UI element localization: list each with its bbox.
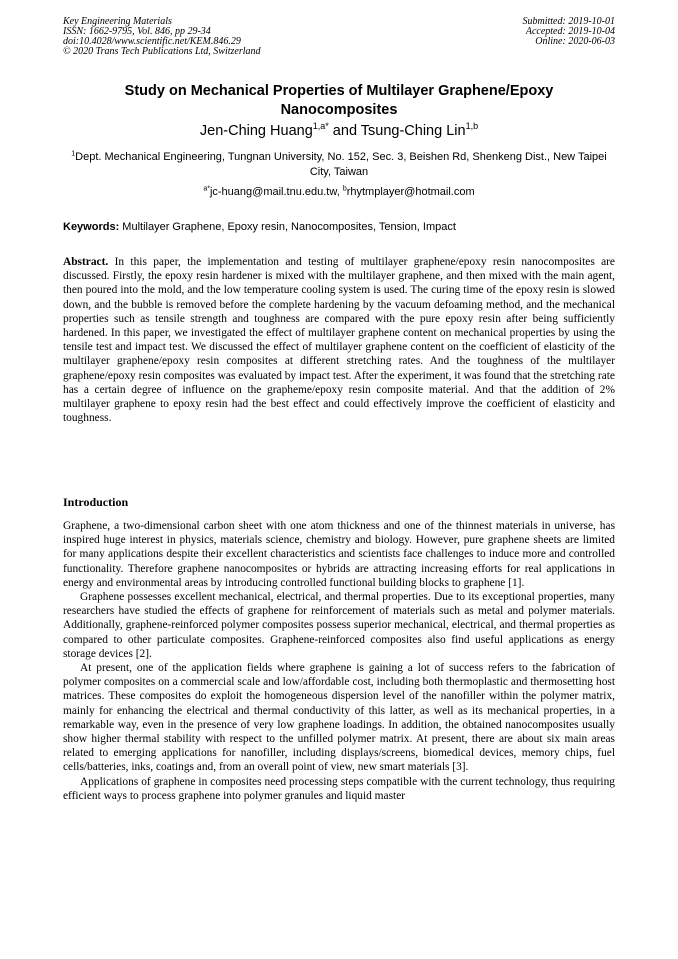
abstract-text: In this paper, the implementation and testing of multilayer graphene/epoxy resin nanocomposites are discussed. Firstly, the epoxy resin hardener is mixed with the multilayer graphene, and then mixed with the main agent, then poured into the mold, and the low temperature cooling system is used. The curing time of the epoxy resin is slowed down, and the bubble is removed before the complete hardening by the vacuum defoaming method, and the mechanical properties such as tensile strength and toughness are compared with the pure epoxy resin after being sufficiently hardened. In this paper, we investigated the effect of multilayer graphene content on mechanical properties by using the tensile test and impact test. We discussed the effect of multilayer graphene content on the coefficient of elasticity of the multilayer graphene/epoxy resin composites at different stretching rates. And the toughness of the multilayer graphene/epoxy resin composites was evaluated by impact test. After the experiment, it was found that the stretching rate has a certain degree of influence on the grapheme/epoxy resin composite material. And that the addition of 2% multilayer graphene to epoxy resin had the best effect and could effectively improve the coefficient of elasticity and toughness. <box>63 256 615 425</box>
introduction-body <box>63 519 615 803</box>
email-marker: b <box>342 185 347 193</box>
issn-line: ISSN: 1662-9795, Vol. 846, pp 29-34 <box>63 26 211 37</box>
affiliation <box>63 150 615 180</box>
section-heading-introduction: Introduction <box>63 495 129 509</box>
author-affil-marker: 1,b <box>465 121 479 132</box>
author-conjunction: and <box>328 123 361 139</box>
paper-title: Study on Mechanical Properties of Multilayer Graphene/Epoxy Nanocomposites <box>124 83 554 118</box>
accepted-date: Accepted: 2019-10-04 <box>525 26 615 37</box>
email-link[interactable]: rhytmplayer@hotmail.com <box>346 186 475 198</box>
paragraph: At present, one of the application fields where graphene is gaining a lot of success refers to the fabrication of polymer composites on a commercial scale and low/affordable cost, including both thermoplastic and thermosetting host matrices. These composites do exploit the homogeneous dispersion level of the nanofiller within the polymer matrix, mainly for enhancing the electrical and thermal conductivity of this latter, as well as its mechanical properties, in a remarkable way, even in the presence of very low graphene loadings. In addition, the obtained nanocomposites usually show higher thermal stability with respect to the unfilled polymer matrix. At present, there are about six main areas related to emerging applications for nanofiller, including displays/screens, biomedical devices, memory chips, fuel cells/batteries, inks, coatings and, from an overall point of view, new smart materials [3]. <box>63 662 615 774</box>
email-link[interactable]: jc-huang@mail.tnu.edu.tw, <box>209 186 343 198</box>
author-affil-marker: 1,a* <box>312 121 329 132</box>
paragraph: Graphene, a two-dimensional carbon sheet with one atom thickness and one of the thinnest materials in universe, has inspired huge interest in physics, materials science, chemistry and biology. However, pure graphene sheets are limited for many applications despite their excellent characteristics and scientists face challenges to induce more and controlled functionality. Therefore graphene nanocomposites or hybrids are attracting increasing efforts for real applications in energy and environmental areas by introducing controlled functional building blocks to graphene [1]. <box>63 520 615 589</box>
copyright-line: © 2020 Trans Tech Publications Ltd, Switzerland <box>63 46 261 57</box>
journal-header <box>63 17 615 57</box>
email-marker: a* <box>203 185 210 193</box>
author-emails <box>63 185 615 200</box>
paragraph: Graphene possesses excellent mechanical, electrical, and thermal properties. Due to its exceptional properties, many researchers have studied the effects of graphene for reinforcement of materials such as metal and polymer materials. Additionally, graphene-reinforced polymer composites possess superior mechanical, electrical, and thermal properties as compared to other particulate composites. Graphene-reinforced composites also find useful applications as energy storage devices [2]. <box>63 591 615 660</box>
online-date: Online: 2020-06-03 <box>535 36 615 47</box>
author-name: Tsung-Ching Lin <box>360 123 466 139</box>
paragraph: Applications of graphene in composites need processing steps compatible with the current technology, thus requiring efficient ways to process graphene into polymer granules and liquid master <box>63 775 615 802</box>
keywords-label: Keywords: <box>63 221 120 233</box>
keywords <box>63 220 615 235</box>
affiliation-text: Dept. Mechanical Engineering, Tungnan University, No. 152, Sec. 3, Beishen Rd, Shenkeng Dist., New Taipei City, Taiwan <box>75 151 607 178</box>
author-name: Jen-Ching Huang <box>199 123 313 139</box>
doi-line: doi:10.4028/www.scientific.net/KEM.846.29 <box>63 36 241 47</box>
submitted-date: Submitted: 2019-10-01 <box>522 16 615 27</box>
journal-name: Key Engineering Materials <box>63 16 172 27</box>
abstract <box>63 255 615 425</box>
keywords-text: Multilayer Graphene, Epoxy resin, Nanocomposites, Tension, Impact <box>119 221 456 233</box>
affiliation-marker: 1 <box>71 150 76 158</box>
author-list <box>63 122 615 140</box>
abstract-label: Abstract. <box>63 256 109 268</box>
